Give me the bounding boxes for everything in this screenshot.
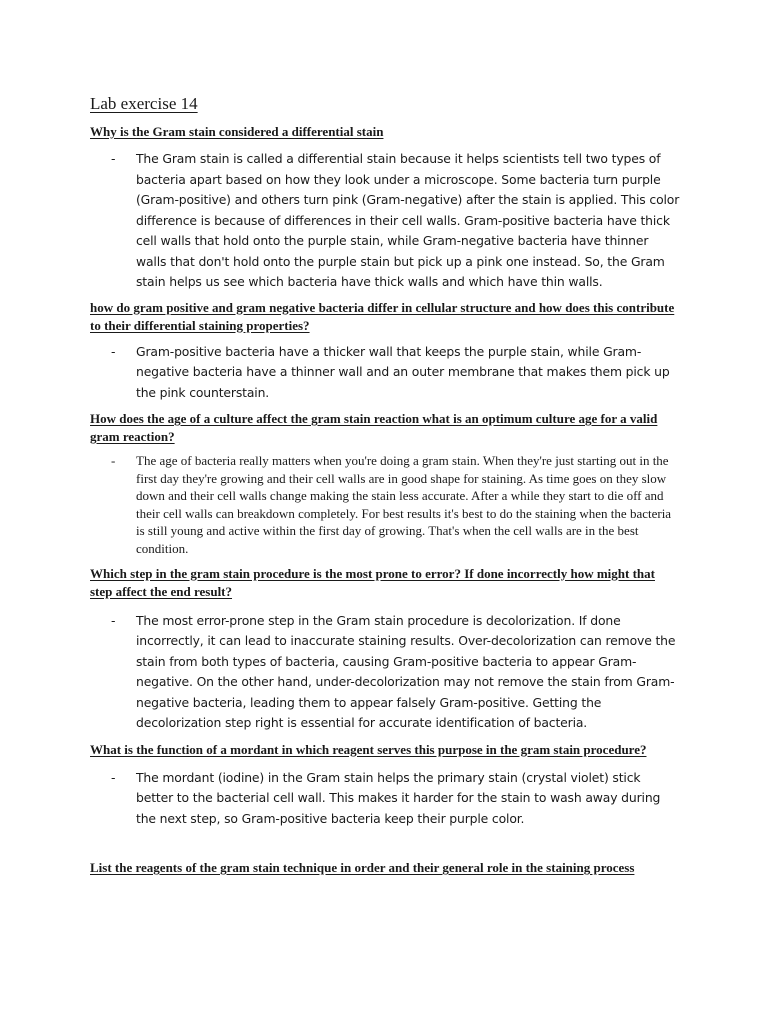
section-differential-stain [90,123,680,293]
answer-bullet [90,611,680,734]
document-title: Lab exercise 14 [90,94,198,113]
question-heading: What is the function of a mordant in which reagent serves this purpose in the gram stain procedure? [90,741,647,757]
question-heading: List the reagents of the gram stain technique in order and their general role in the staining process [90,860,635,876]
answer-text: Gram-positive bacteria have a thicker wall that keeps the purple stain, while Gram-negative bacteria have a thinner wall and an outer membrane that makes them pick up the pink counterstain. [136,343,670,400]
answer-bullet [90,149,680,293]
question-heading: How does the age of a culture affect the gram stain reaction what is an optimum culture age for a valid gram reaction? [90,411,658,444]
bullet-dash: - [111,343,116,359]
answer-text: The most error-prone step in the Gram stain procedure is decolorization. If done incorrectly, it can lead to inaccurate staining results. Over-decolorization can remove the stain from both types of bacteria, causing Gram-positive bacteria to appear Gram-negative. On the other hand, under-decolorization may not remove the stain from Gram-negative bacteria, leading them to appear falsely Gram-positive. Getting the decolorization step right is essential for accurate identification of bacteria. [136,612,676,731]
answer-text: The Gram stain is called a differential stain because it helps scientists tell two types of bacteria apart based on how they look under a microscope. Some bacteria turn purple (Gram-positive) and others turn pink (Gram-negative) after the stain is applied. This color difference is because of differences in their cell walls. Gram-positive bacteria have thick cell walls that hold onto the purple stain, while Gram-negative bacteria have thinner walls that don't hold onto the purple stain but pick up a pink one instead. So, the Gram stain helps us see which bacteria have thick walls and which have thin walls. [136,151,680,289]
bullet-dash: - [111,769,116,785]
answer-bullet [90,342,680,404]
bullet-dash: - [111,151,116,166]
section-culture-age [90,410,680,558]
question-heading: how do gram positive and gram negative bacteria differ in cellular structure and how does this contribute to their differential staining properties? [90,299,675,333]
answer-text: The age of bacteria really matters when you're doing a gram stain. When they're just starting out in the first day they're growing and their cell walls are in good shape for staining. As time goes on they slow down and their cell walls change making the stain less accurate. After a while they start to die off and their cell walls can breakdown completely. For best results it's best to do the staining when the bacteria is still young and active within the first day of growing. That's when the cell walls are in the best condition. [136,453,672,556]
answer-bullet [90,768,680,830]
document-body [90,93,680,877]
bullet-dash: - [111,612,116,628]
question-heading: Why is the Gram stain considered a differential stain [90,124,384,139]
section-error-prone-step [90,565,680,734]
question-heading: Which step in the gram stain procedure is the most prone to error? If done incorrectly how might that step affect the end result? [90,565,655,599]
bullet-dash: - [111,453,116,468]
section-reagents-list [90,859,680,877]
answer-text: The mordant (iodine) in the Gram stain helps the primary stain (crystal violet) stick better to the bacterial cell wall. This makes it harder for the stain to wash away during the next step, so Gram-positive bacteria keep their purple color. [136,769,661,826]
answer-bullet [90,452,680,558]
section-mordant [90,741,680,830]
section-cell-structure [90,299,680,404]
